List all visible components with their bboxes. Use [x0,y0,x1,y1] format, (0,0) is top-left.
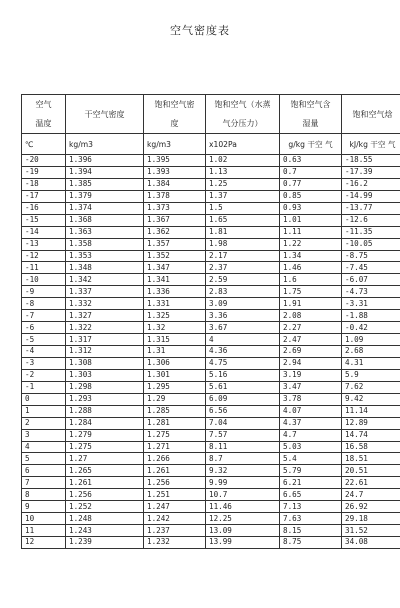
cell-enthalpy: 2.68 [342,346,400,358]
cell-saturated-air-density: 1.347 [144,262,206,274]
table-row [22,250,400,262]
cell-moisture-content: 0.77 [280,178,342,190]
unit-vapor-pressure: x102Pa [206,134,280,155]
cell-vapor-pressure: 10.7 [206,489,280,501]
cell-temperature: -8 [22,298,66,310]
cell-moisture-content: 0.63 [280,155,342,167]
cell-saturated-air-density: 1.285 [144,405,206,417]
cell-temperature: 4 [22,441,66,453]
cell-enthalpy: -0.42 [342,322,400,334]
cell-vapor-pressure: 5.61 [206,381,280,393]
cell-vapor-pressure: 4.75 [206,357,280,369]
cell-saturated-air-density: 1.271 [144,441,206,453]
cell-temperature: -3 [22,357,66,369]
cell-dry-air-density: 1.358 [66,238,144,250]
table-row [22,357,400,369]
cell-dry-air-density: 1.275 [66,441,144,453]
cell-moisture-content: 2.27 [280,322,342,334]
table-row [22,369,400,381]
header-dry-air-density: 干空气密度 [66,95,144,134]
table-row [22,513,400,525]
table-row [22,381,400,393]
cell-moisture-content: 2.08 [280,310,342,322]
cell-vapor-pressure: 3.67 [206,322,280,334]
table-row [22,465,400,477]
cell-saturated-air-density: 1.237 [144,525,206,537]
cell-dry-air-density: 1.239 [66,537,144,549]
cell-vapor-pressure: 1.81 [206,226,280,238]
header-temperature: 空气 温度 [22,95,66,134]
cell-saturated-air-density: 1.301 [144,369,206,381]
cell-saturated-air-density: 1.325 [144,310,206,322]
cell-enthalpy: 24.7 [342,489,400,501]
cell-temperature: -11 [22,262,66,274]
cell-dry-air-density: 1.374 [66,202,144,214]
cell-saturated-air-density: 1.315 [144,334,206,346]
table-row [22,477,400,489]
unit-temperature: ℃ [22,134,66,155]
cell-dry-air-density: 1.284 [66,417,144,429]
table-row [22,262,400,274]
cell-temperature: -1 [22,381,66,393]
cell-moisture-content: 4.37 [280,417,342,429]
cell-saturated-air-density: 1.393 [144,166,206,178]
cell-temperature: -5 [22,334,66,346]
header-moisture-content: 饱和空气含 湿量 [280,95,342,134]
cell-saturated-air-density: 1.275 [144,429,206,441]
cell-temperature: 3 [22,429,66,441]
cell-moisture-content: 6.65 [280,489,342,501]
air-density-table [21,94,400,549]
cell-dry-air-density: 1.252 [66,501,144,513]
cell-saturated-air-density: 1.247 [144,501,206,513]
cell-vapor-pressure: 9.32 [206,465,280,477]
cell-saturated-air-density: 1.373 [144,202,206,214]
cell-saturated-air-density: 1.384 [144,178,206,190]
cell-enthalpy: 1.09 [342,334,400,346]
cell-moisture-content: 5.03 [280,441,342,453]
cell-temperature: -16 [22,202,66,214]
cell-moisture-content: 6.21 [280,477,342,489]
cell-vapor-pressure: 2.37 [206,262,280,274]
cell-temperature: 2 [22,417,66,429]
unit-dry-air-density: kg/m3 [66,134,144,155]
cell-moisture-content: 2.94 [280,357,342,369]
cell-dry-air-density: 1.348 [66,262,144,274]
table-row [22,489,400,501]
cell-temperature: -13 [22,238,66,250]
cell-moisture-content: 7.13 [280,501,342,513]
cell-vapor-pressure: 6.56 [206,405,280,417]
cell-saturated-air-density: 1.31 [144,346,206,358]
table-row [22,286,400,298]
cell-dry-air-density: 1.308 [66,357,144,369]
cell-temperature: -19 [22,166,66,178]
unit-saturated-air-density: kg/m3 [144,134,206,155]
cell-enthalpy: -14.99 [342,190,400,202]
cell-dry-air-density: 1.317 [66,334,144,346]
cell-enthalpy: 18.51 [342,453,400,465]
table-row [22,346,400,358]
cell-moisture-content: 1.11 [280,226,342,238]
cell-saturated-air-density: 1.295 [144,381,206,393]
cell-enthalpy: -17.39 [342,166,400,178]
cell-enthalpy: -6.07 [342,274,400,286]
cell-vapor-pressure: 3.09 [206,298,280,310]
table-row [22,155,400,167]
table-row [22,453,400,465]
cell-enthalpy: 14.74 [342,429,400,441]
cell-moisture-content: 1.75 [280,286,342,298]
cell-vapor-pressure: 4 [206,334,280,346]
table-row [22,274,400,286]
cell-vapor-pressure: 3.36 [206,310,280,322]
cell-temperature: 11 [22,525,66,537]
cell-vapor-pressure: 1.37 [206,190,280,202]
table-row [22,525,400,537]
cell-moisture-content: 3.78 [280,393,342,405]
cell-vapor-pressure: 9.99 [206,477,280,489]
cell-dry-air-density: 1.353 [66,250,144,262]
cell-enthalpy: -13.77 [342,202,400,214]
cell-saturated-air-density: 1.29 [144,393,206,405]
cell-moisture-content: 1.6 [280,274,342,286]
cell-enthalpy: -8.75 [342,250,400,262]
cell-vapor-pressure: 8.7 [206,453,280,465]
cell-dry-air-density: 1.385 [66,178,144,190]
table-row [22,310,400,322]
cell-moisture-content: 8.75 [280,537,342,549]
header-row [22,95,400,134]
cell-dry-air-density: 1.394 [66,166,144,178]
cell-moisture-content: 1.22 [280,238,342,250]
cell-dry-air-density: 1.363 [66,226,144,238]
table-row [22,501,400,513]
cell-dry-air-density: 1.243 [66,525,144,537]
cell-moisture-content: 5.4 [280,453,342,465]
cell-dry-air-density: 1.298 [66,381,144,393]
cell-vapor-pressure: 2.83 [206,286,280,298]
cell-enthalpy: -7.45 [342,262,400,274]
cell-vapor-pressure: 1.02 [206,155,280,167]
cell-moisture-content: 0.93 [280,202,342,214]
cell-moisture-content: 0.7 [280,166,342,178]
table-row [22,334,400,346]
table-row [22,322,400,334]
cell-temperature: -7 [22,310,66,322]
cell-temperature: -12 [22,250,66,262]
cell-temperature: -15 [22,214,66,226]
cell-vapor-pressure: 11.46 [206,501,280,513]
cell-temperature: 7 [22,477,66,489]
cell-saturated-air-density: 1.261 [144,465,206,477]
cell-vapor-pressure: 7.57 [206,429,280,441]
page-title: 空气密度表 [170,24,230,37]
cell-dry-air-density: 1.256 [66,489,144,501]
table-row [22,405,400,417]
table-row [22,393,400,405]
cell-enthalpy: 31.52 [342,525,400,537]
header-vapor-pressure: 饱和空气（水蒸 气分压力） [206,95,280,134]
table-body [22,134,400,549]
cell-vapor-pressure: 2.59 [206,274,280,286]
cell-dry-air-density: 1.27 [66,453,144,465]
cell-temperature: 8 [22,489,66,501]
cell-moisture-content: 1.34 [280,250,342,262]
cell-saturated-air-density: 1.232 [144,537,206,549]
cell-temperature: 0 [22,393,66,405]
table-row [22,226,400,238]
cell-temperature: -10 [22,274,66,286]
cell-saturated-air-density: 1.266 [144,453,206,465]
cell-vapor-pressure: 8.11 [206,441,280,453]
cell-saturated-air-density: 1.378 [144,190,206,202]
cell-moisture-content: 8.15 [280,525,342,537]
cell-temperature: -14 [22,226,66,238]
cell-dry-air-density: 1.288 [66,405,144,417]
table-row [22,166,400,178]
cell-enthalpy: -4.73 [342,286,400,298]
cell-moisture-content: 3.19 [280,369,342,381]
cell-enthalpy: -18.55 [342,155,400,167]
cell-vapor-pressure: 13.09 [206,525,280,537]
cell-temperature: -20 [22,155,66,167]
cell-moisture-content: 4.7 [280,429,342,441]
cell-vapor-pressure: 4.36 [206,346,280,358]
cell-vapor-pressure: 12.25 [206,513,280,525]
cell-moisture-content: 1.91 [280,298,342,310]
cell-dry-air-density: 1.337 [66,286,144,298]
cell-enthalpy: 4.31 [342,357,400,369]
cell-enthalpy: 9.42 [342,393,400,405]
cell-enthalpy: -16.2 [342,178,400,190]
cell-temperature: 5 [22,453,66,465]
table-row [22,429,400,441]
cell-temperature: -9 [22,286,66,298]
cell-dry-air-density: 1.322 [66,322,144,334]
cell-enthalpy: -11.35 [342,226,400,238]
cell-saturated-air-density: 1.395 [144,155,206,167]
unit-enthalpy: kJ/kg 干空 气 [342,134,400,155]
cell-moisture-content: 1.01 [280,214,342,226]
cell-moisture-content: 3.47 [280,381,342,393]
cell-vapor-pressure: 2.17 [206,250,280,262]
cell-enthalpy: 29.18 [342,513,400,525]
table-row [22,202,400,214]
cell-enthalpy: -3.31 [342,298,400,310]
table-row [22,537,400,549]
cell-enthalpy: 12.89 [342,417,400,429]
cell-dry-air-density: 1.279 [66,429,144,441]
cell-temperature: 9 [22,501,66,513]
cell-temperature: -6 [22,322,66,334]
cell-moisture-content: 7.63 [280,513,342,525]
cell-saturated-air-density: 1.281 [144,417,206,429]
cell-temperature: 6 [22,465,66,477]
cell-enthalpy: 11.14 [342,405,400,417]
cell-saturated-air-density: 1.242 [144,513,206,525]
cell-enthalpy: 16.58 [342,441,400,453]
cell-temperature: 12 [22,537,66,549]
cell-moisture-content: 5.79 [280,465,342,477]
cell-saturated-air-density: 1.341 [144,274,206,286]
cell-moisture-content: 4.07 [280,405,342,417]
cell-dry-air-density: 1.312 [66,346,144,358]
cell-vapor-pressure: 1.98 [206,238,280,250]
cell-vapor-pressure: 1.13 [206,166,280,178]
cell-dry-air-density: 1.379 [66,190,144,202]
cell-saturated-air-density: 1.251 [144,489,206,501]
cell-enthalpy: -10.05 [342,238,400,250]
cell-temperature: -4 [22,346,66,358]
table-row [22,417,400,429]
cell-temperature: -18 [22,178,66,190]
cell-saturated-air-density: 1.357 [144,238,206,250]
table-row [22,238,400,250]
cell-temperature: -2 [22,369,66,381]
cell-enthalpy: 26.92 [342,501,400,513]
cell-vapor-pressure: 1.65 [206,214,280,226]
cell-dry-air-density: 1.303 [66,369,144,381]
cell-vapor-pressure: 1.25 [206,178,280,190]
units-row [22,134,400,155]
table-row [22,214,400,226]
cell-vapor-pressure: 13.99 [206,537,280,549]
cell-enthalpy: 22.61 [342,477,400,489]
table-row [22,441,400,453]
cell-dry-air-density: 1.396 [66,155,144,167]
cell-saturated-air-density: 1.331 [144,298,206,310]
cell-enthalpy: 5.9 [342,369,400,381]
cell-enthalpy: 34.08 [342,537,400,549]
header-saturated-air-density: 饱和空气密 度 [144,95,206,134]
cell-enthalpy: -12.6 [342,214,400,226]
cell-dry-air-density: 1.332 [66,298,144,310]
table-row [22,298,400,310]
cell-enthalpy: -1.88 [342,310,400,322]
cell-temperature: 1 [22,405,66,417]
cell-enthalpy: 7.62 [342,381,400,393]
cell-saturated-air-density: 1.336 [144,286,206,298]
cell-moisture-content: 0.85 [280,190,342,202]
cell-saturated-air-density: 1.362 [144,226,206,238]
cell-vapor-pressure: 6.09 [206,393,280,405]
cell-enthalpy: 20.51 [342,465,400,477]
cell-saturated-air-density: 1.306 [144,357,206,369]
cell-moisture-content: 2.69 [280,346,342,358]
cell-dry-air-density: 1.293 [66,393,144,405]
cell-temperature: 10 [22,513,66,525]
cell-dry-air-density: 1.327 [66,310,144,322]
cell-dry-air-density: 1.248 [66,513,144,525]
cell-vapor-pressure: 7.04 [206,417,280,429]
cell-dry-air-density: 1.265 [66,465,144,477]
cell-moisture-content: 1.46 [280,262,342,274]
unit-moisture-content: g/kg 干空 气 [280,134,342,155]
cell-saturated-air-density: 1.32 [144,322,206,334]
header-enthalpy: 饱和空气焓 [342,95,400,134]
cell-moisture-content: 2.47 [280,334,342,346]
cell-dry-air-density: 1.342 [66,274,144,286]
cell-saturated-air-density: 1.367 [144,214,206,226]
cell-dry-air-density: 1.261 [66,477,144,489]
cell-saturated-air-density: 1.256 [144,477,206,489]
cell-saturated-air-density: 1.352 [144,250,206,262]
table-row [22,190,400,202]
cell-dry-air-density: 1.368 [66,214,144,226]
cell-vapor-pressure: 5.16 [206,369,280,381]
cell-vapor-pressure: 1.5 [206,202,280,214]
cell-temperature: -17 [22,190,66,202]
table-row [22,178,400,190]
